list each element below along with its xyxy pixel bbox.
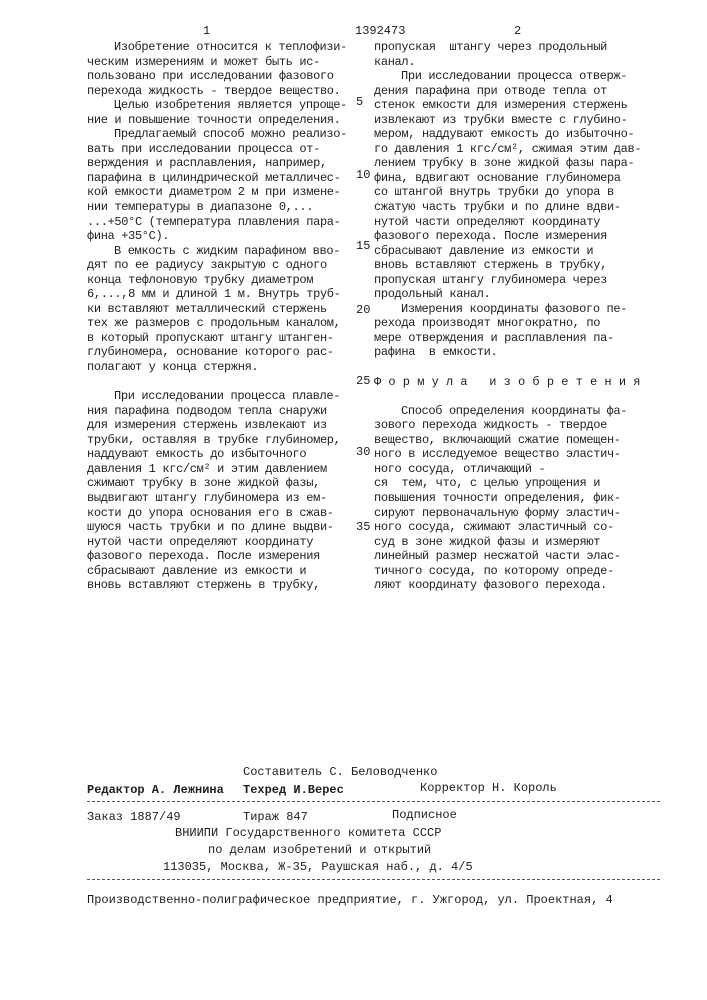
text-line: тичного сосуда, по которому опреде- [374,564,674,579]
text-line: ляют координату фазового перехода. [374,578,674,593]
text-line [87,375,351,390]
text-line: зового перехода жидкость - твердое [374,418,674,433]
text-line: линейный размер несжатой части элас- [374,549,674,564]
text-line: сбрасывают давление из емкости и [87,564,351,579]
text-line: мером, наддувают емкость до избыточно- [374,127,674,142]
left-text-column [87,40,351,593]
text-line: парафина в цилиндрической металличес- [87,171,351,186]
text-line: Формула изобретения [374,375,674,390]
text-line: суд в зоне жидкой фазы и измеряют [374,535,674,550]
text-line: выдвигают штангу глубиномера из ем- [87,491,351,506]
text-line: перехода жидкость - твердое вещество. [87,84,351,99]
text-line: сируют первоначальную форму эластич- [374,506,674,521]
patent-number: 1392473 [355,24,405,38]
text-line: вновь вставляют стержень в трубку, [87,578,351,593]
compiler: Составитель С. Беловодченко [243,765,437,779]
text-line: повышения точности определения, фик- [374,491,674,506]
text-line [374,389,674,404]
divider [87,879,660,880]
text-line: ния парафина подводом тепла снаружи [87,404,351,419]
text-line: В емкость с жидким парафином вво- [87,244,351,259]
text-line: При исследовании процесса плавле- [87,389,351,404]
text-line: для измерения стержень извлекают из [87,418,351,433]
text-line: сжатую часть трубки и по длине вдви- [374,200,674,215]
text-line: фина +35°С). [87,229,351,244]
text-line: продольный канал. [374,287,674,302]
divider [87,801,660,802]
text-line: кой емкости диаметром 2 м при измене- [87,185,351,200]
text-line: глубиномера, основание которого рас- [87,345,351,360]
text-line: Изобретение относится к теплофизи- [87,40,351,55]
text-line: конца тефлоновую трубку диаметром [87,273,351,288]
text-line: фина, вдвигают основание глубиномера [374,171,674,186]
text-line: го давления 1 кгс/см², сжимая этим дав- [374,142,674,157]
text-line: кости до упора основания его в сжав- [87,506,351,521]
text-line: ки вставляют металлический стержень [87,302,351,317]
text-line: 6,...,8 мм и длиной 1 м. Внутрь труб- [87,287,351,302]
organization-line-1: ВНИИПИ Государственного комитета СССР [175,826,441,840]
page-number-right: 2 [514,24,521,38]
line-number: 10 [356,168,372,182]
text-line: полагают у конца стержня. [87,360,351,375]
text-line: нутой части определяют координату [87,535,351,550]
text-line: вать при исследовании процесса от- [87,142,351,157]
text-line: вновь вставляют стержень в трубку, [374,258,674,273]
text-line: пользовано при исследовании фазового [87,69,351,84]
right-text-column [374,40,674,593]
line-number: 25 [356,374,372,388]
text-line: ного сосуда, сжимают эластичный со- [374,520,674,535]
text-line: сжимают трубку в зоне жидкой фазы, [87,476,351,491]
text-line: дения парафина при отводе тепла от [374,84,674,99]
text-line: в который пропускают штангу штанген- [87,331,351,346]
text-line: ного сосуда, отличающий - [374,462,674,477]
text-line: верждения и расплавления, например, [87,156,351,171]
corrector: Корректор Н. Король [420,781,557,795]
text-line: рехода производят многократно, по [374,316,674,331]
text-line: ние и повышение точности определения. [87,113,351,128]
text-line: дят по ее радиусу закрытую с одного [87,258,351,273]
text-line: Предлагаемый способ можно реализо- [87,127,351,142]
text-line: трубки, оставляя в трубке глубиномер, [87,433,351,448]
text-line: нии температуры в диапазоне 0,... [87,200,351,215]
text-line: давления 1 кгс/см² и этим давлением [87,462,351,477]
text-line: шуюся часть трубки и по длине выдви- [87,520,351,535]
text-line: ного в исследуемое вещество эластич- [374,447,674,462]
text-line: нутой части определяют координату [374,215,674,230]
line-number: 20 [356,303,372,317]
address: 113035, Москва, Ж-35, Раушская наб., д. 4/5 [163,860,473,874]
text-line: стенок емкости для измерения стержень [374,98,674,113]
text-line: вещество, включающий сжатие помещен- [374,433,674,448]
text-line: сбрасывают давление из емкости и [374,244,674,259]
text-line: пропуская штангу глубиномера через [374,273,674,288]
line-number: 5 [356,95,372,109]
organization-line-2: по делам изобретений и открытий [208,843,431,857]
text-line: канал. [374,55,674,70]
line-number: 30 [356,445,372,459]
text-line: фазового перехода. После измерения [374,229,674,244]
line-number: 35 [356,520,372,534]
text-line: тех же размеров с продольным каналом, [87,316,351,331]
text-line: Измерения координаты фазового пе- [374,302,674,317]
text-line: лением трубку в зоне жидкой фазы пара- [374,156,674,171]
text-line: наддувают емкость до избыточного [87,447,351,462]
text-line: ...+50°С (температура плавления пара- [87,215,351,230]
text-line: пропуская штангу через продольный [374,40,674,55]
text-line: При исследовании процесса отверж- [374,69,674,84]
line-number: 15 [356,239,372,253]
printer: Производственно-полиграфическое предприятие, г. Ужгород, ул. Проектная, 4 [87,893,613,907]
editor: Редактор А. Лежнина [87,783,224,797]
text-line: Способ определения координаты фа- [374,404,674,419]
text-line: мере отверждения и расплавления па- [374,331,674,346]
techred: Техред И.Верес [243,783,344,797]
order-number: Заказ 1887/49 [87,810,181,824]
text-line: ческим измерениям и может быть ис- [87,55,351,70]
page-number-left: 1 [203,24,210,38]
text-line: ся тем, что, с целью упрощения и [374,476,674,491]
text-line: извлекают из трубки вместе с глубино- [374,113,674,128]
text-line: фазового перехода. После измерения [87,549,351,564]
subscription: Подписное [392,808,457,822]
text-line: Целью изобретения является упроще- [87,98,351,113]
text-line [374,360,674,375]
circulation: Тираж 847 [243,810,308,824]
text-line: рафина в емкости. [374,345,674,360]
text-line: со штангой внутрь трубки до упора в [374,185,674,200]
